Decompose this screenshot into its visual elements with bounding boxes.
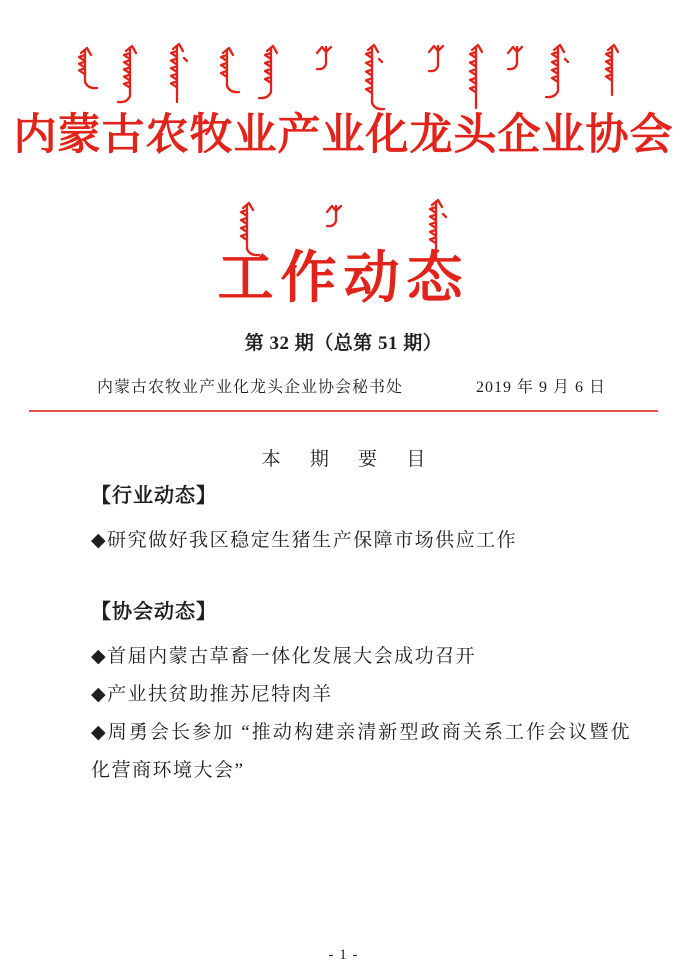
toc-item: ◆周勇会长参加 “推动构建亲清新型政商关系工作会议暨优化营商环境大会” bbox=[91, 722, 631, 781]
toc-body bbox=[91, 483, 631, 790]
divider-rule bbox=[29, 410, 658, 412]
toc-section-title-industry: 【行业动态】 bbox=[91, 485, 217, 507]
issue-info: 第 32 期（总第 51 期） bbox=[244, 333, 443, 354]
publish-date: 2019 年 9 月 6 日 bbox=[475, 379, 606, 396]
toc-item: ◆首届内蒙古草畜一体化发展大会成功召开 bbox=[91, 646, 477, 667]
publication-info-row bbox=[0, 376, 687, 400]
bulletin-title: 工作动态 bbox=[217, 248, 470, 310]
toc-section-title-association: 【协会动态】 bbox=[91, 601, 217, 623]
toc-heading: 本 期 要 目 bbox=[261, 449, 438, 470]
toc-item: ◆研究做好我区稳定生猪生产保障市场供应工作 bbox=[91, 530, 518, 551]
page-number: - 1 - bbox=[328, 947, 359, 963]
toc-item: ◆产业扶贫助推苏尼特肉羊 bbox=[91, 684, 333, 705]
association-name: 内蒙古农牧业产业化龙头企业协会 bbox=[13, 112, 674, 159]
publisher-name: 内蒙古农牧业产业化龙头企业协会秘书处 bbox=[97, 379, 404, 396]
